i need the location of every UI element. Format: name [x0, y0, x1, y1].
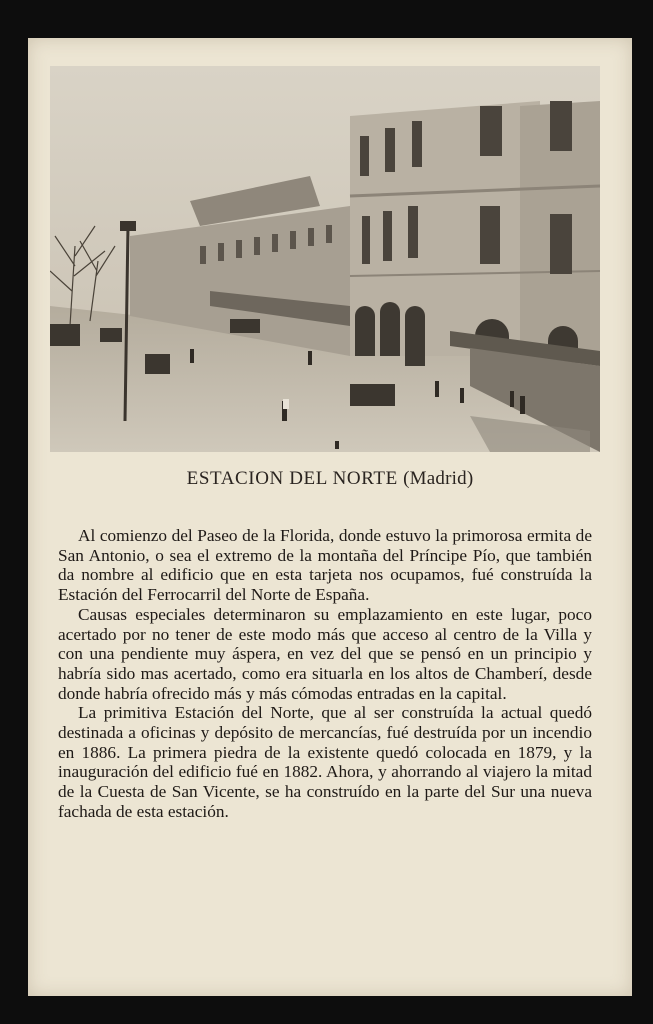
photo-caption	[28, 468, 632, 490]
postcard	[28, 38, 632, 996]
caption-subtitle: (Madrid)	[403, 468, 474, 489]
paragraph-3: La primitiva Estación del Norte, que al ser construída la actual quedó destinada a oficinas y depósito de mercancías, fué destruída por un incendio en 1886. La primera piedra de la existente quedó colocada en 1879, y la inauguración del edificio fué en 1882. Ahora, y ahorrando al viajero la mitad de la Cuesta de San Vicente, se ha construído en la parte del Sur una nueva fachada de esta estación.	[58, 703, 592, 821]
paragraph-1: Al comienzo del Paseo de la Florida, donde estuvo la primorosa ermita de San Antonio, o sea el extremo de la montaña del Príncipe Pío, que también da nombre al edificio que en esta tarjeta nos ocupamos, fué construída la Estación del Ferrocarril del Norte de España.	[58, 526, 592, 605]
paragraph-2: Causas especiales determinaron su emplazamiento en este lugar, poco acertado por no tener de este modo más que acceso al centro de la Villa y con una pendiente muy áspera, en vez del que se pensó en un principio y habría sido mas acertado, como era situarla en los altos de Chamberí, desde donde habría ofrecido más y más cómodas entradas en la capital.	[58, 604, 592, 703]
caption-title: ESTACION DEL NORTE	[186, 468, 398, 489]
station-photograph	[50, 66, 600, 452]
description-text	[58, 526, 592, 822]
